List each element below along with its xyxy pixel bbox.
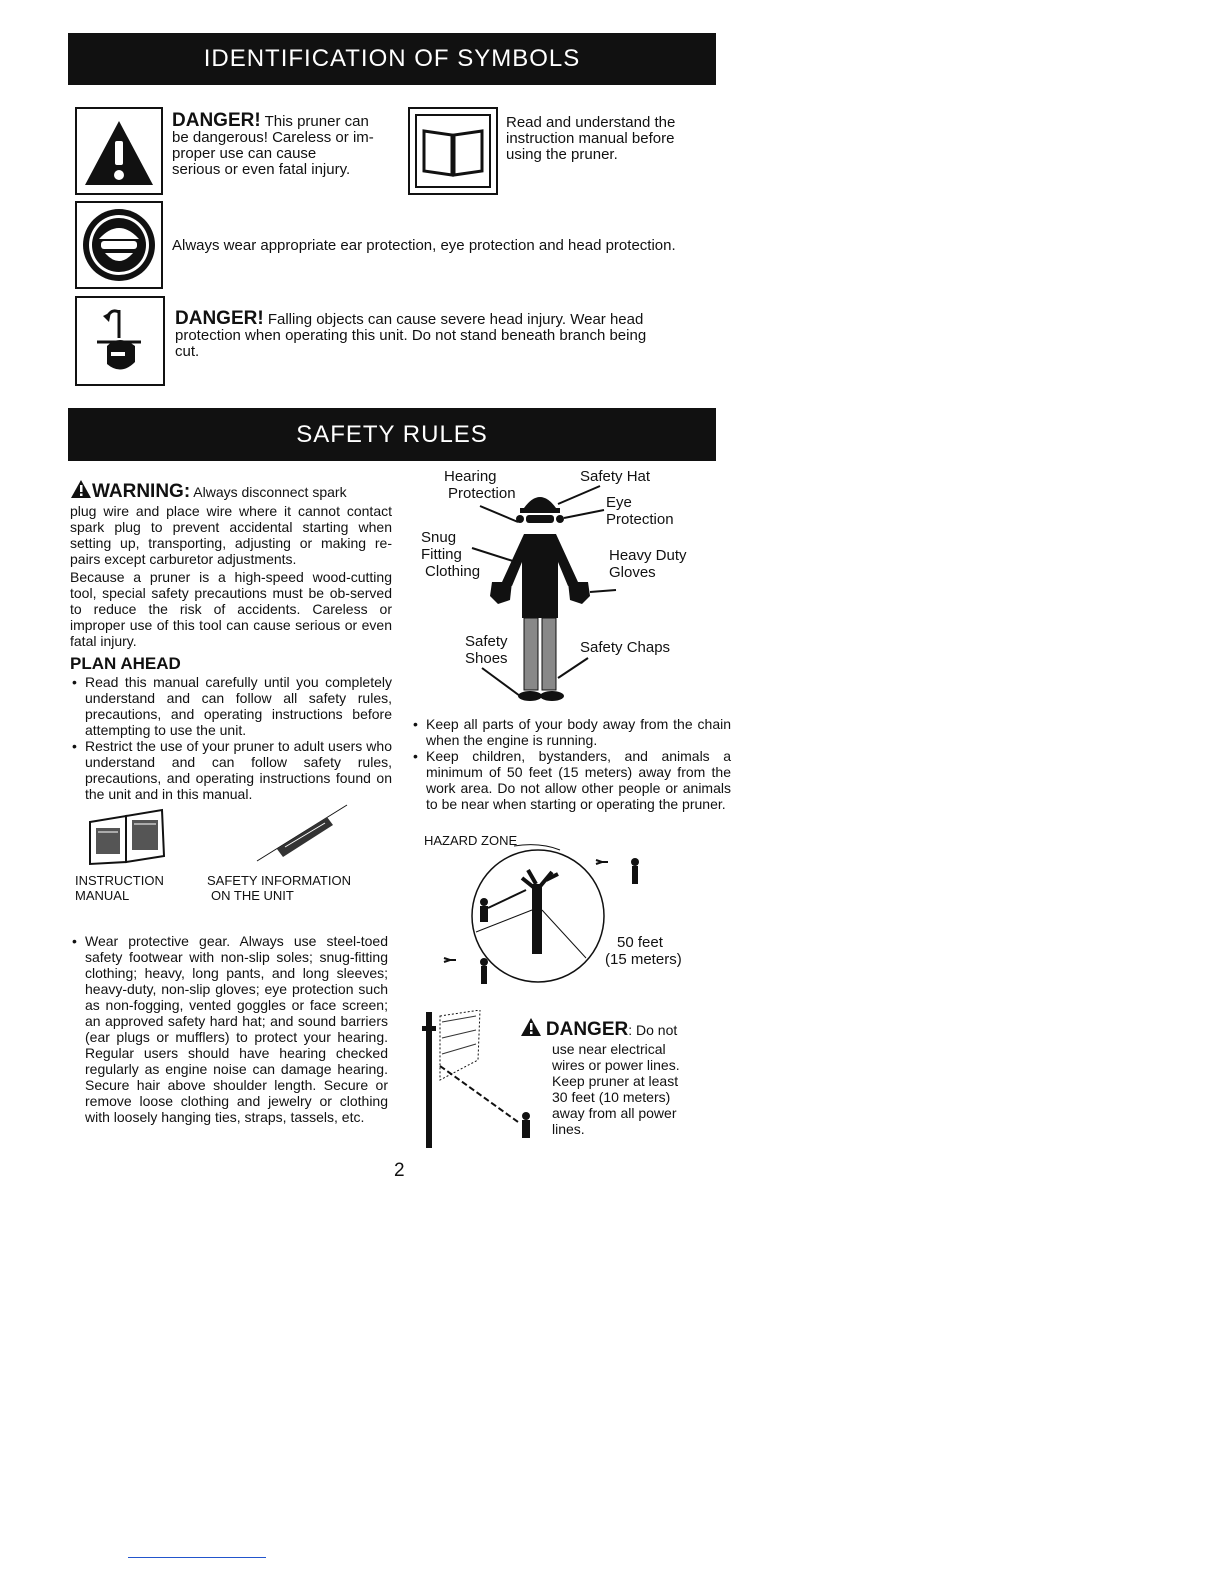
book-icon	[410, 109, 496, 193]
power-danger-line1: use near electrical	[552, 1041, 666, 1057]
power-danger-line4: 30 feet (10 meters)	[552, 1089, 671, 1105]
label-shoes-line2: Shoes	[465, 650, 508, 667]
power-danger-line6: lines.	[552, 1121, 585, 1137]
warning-body: plug wire and place wire where it cannot contact spark plug to prevent accidental starting when setting up, transporting, adjusting or making re-pairs except carburetor adjustments.	[70, 503, 392, 567]
footnote-rule	[128, 1557, 266, 1558]
power-danger-block	[520, 1017, 710, 1137]
label-snug-line2: Fitting	[421, 546, 462, 563]
unit-caption-line1: SAFETY INFORMATION	[207, 873, 351, 888]
right-rule-item: • Keep children, bystanders, and animals a minimum of 50 feet (15 meters) away from the work area. Do not allow other people or animals to be near when starting or operating the pruner.	[411, 748, 731, 812]
label-gloves-line1: Heavy Duty	[609, 547, 687, 564]
right-rules	[411, 716, 731, 812]
safety-label-illustration	[255, 803, 350, 863]
plan-ahead-heading: PLAN AHEAD	[70, 654, 181, 673]
instruction-manual-illustration	[86, 808, 168, 866]
hazard-distance-line1: 50 feet	[617, 934, 663, 951]
identification-title: IDENTIFICATION OF SYMBOLS	[203, 45, 581, 72]
falling-text	[175, 308, 715, 360]
label-heavy-duty-gloves	[609, 547, 687, 581]
label-safety-shoes	[465, 633, 508, 667]
danger-warning-icon	[520, 1017, 542, 1037]
manual-symbol-text	[506, 115, 706, 163]
warning-para2: Because a pruner is a high-speed wood-cutting tool, special safety precautions must be ob-served to reduce the risk of accidents. Careless or improper use of this tool can cause serious or even fatal injury.	[70, 569, 392, 649]
unit-caption-line2: ON THE UNIT	[211, 888, 294, 903]
falling-line3: cut.	[175, 343, 200, 360]
protective-gear-item: • Wear protective gear. Always use steel-toed safety footwear with non-slip soles; snug-fitting clothing; heavy, long pants, and long sleeves; heavy-duty, non-slip gloves; eye protection such as non-fogging, vented goggles or face screen; an approved safety hard hat; and sound barriers (ear plugs or mufflers) to protect your hearing. Regular users should have hearing checked regularly as engine noise can damage hearing. Secure hair above shoulder length. Secure or remove loose clothing and jewelry or clothing with loosely hanging ties, straps, tassels, etc.	[70, 933, 388, 1125]
right-rule-item: • Keep all parts of your body away from the chain when the engine is running.	[411, 716, 731, 748]
danger-line3: proper use can cause	[172, 145, 317, 162]
protective-gear-block	[70, 933, 388, 1125]
falling-line2: protection when operating this unit. Do not stand beneath branch being	[175, 327, 647, 344]
danger-symbol-text	[172, 110, 397, 178]
warning-block	[70, 479, 392, 802]
label-hearing-line2: Protection	[448, 485, 516, 502]
manual-line1: Read and understand the	[506, 114, 676, 131]
plan-ahead-item: • Read this manual carefully until you completely understand and can follow all safety rules, precautions, and operating instructions before attempting to use the unit.	[70, 674, 392, 738]
label-snug-line1: Snug	[421, 529, 457, 546]
label-safety-hat: Safety Hat	[580, 468, 651, 485]
falling-symbol-box	[75, 296, 165, 386]
label-eye-line1: Eye	[606, 494, 632, 511]
danger-line4: serious or even fatal injury.	[172, 161, 351, 178]
label-eye-protection	[606, 494, 674, 528]
danger-symbol-box	[75, 107, 163, 195]
hazard-zone-label: HAZARD ZONE	[424, 833, 518, 848]
danger-heading: DANGER!	[172, 110, 261, 131]
label-snug-fitting	[421, 529, 480, 580]
power-danger-lead: : Do not	[628, 1022, 678, 1038]
manual-symbol-box	[408, 107, 498, 195]
warning-icon	[70, 479, 92, 499]
manual-line2: instruction manual before	[506, 130, 675, 147]
manual-line3: using the pruner.	[506, 146, 618, 163]
power-danger-heading: DANGER	[545, 1019, 629, 1040]
safety-title: SAFETY RULES	[296, 421, 488, 448]
warning-heading: WARNING:	[92, 481, 191, 502]
label-hearing-protection	[444, 468, 516, 502]
power-danger-line3: Keep pruner at least	[552, 1073, 679, 1089]
protection-symbol-box	[75, 201, 163, 289]
identification-banner	[68, 33, 716, 85]
plan-ahead-list	[70, 674, 392, 802]
unit-caption	[207, 873, 351, 903]
falling-heading: DANGER!	[175, 308, 264, 329]
warning-lead: Always disconnect spark	[193, 484, 347, 500]
page-number: 2	[394, 1160, 405, 1181]
plan-ahead-item: • Restrict the use of your pruner to adult users who understand and can follow safety rules, precautions, and operating instructions found on the unit and in this manual.	[70, 738, 392, 802]
label-hearing-line1: Hearing	[444, 468, 497, 485]
falling-object-icon	[77, 298, 163, 384]
protective-gear-icon	[77, 203, 161, 287]
falling-line1: Falling objects can cause severe head injury. Wear head	[267, 311, 644, 328]
danger-line2: be dangerous! Careless or im-	[172, 129, 374, 146]
manual-caption-line2: MANUAL	[75, 888, 130, 903]
hazard-distance-line2: (15 meters)	[605, 951, 682, 968]
safety-banner	[68, 408, 716, 461]
power-danger-line2: wires or power lines.	[552, 1057, 680, 1073]
warning-triangle-icon	[77, 109, 161, 193]
manual-caption-line1: INSTRUCTION	[75, 873, 164, 888]
label-safety-chaps: Safety Chaps	[580, 639, 671, 656]
manual-caption	[75, 873, 164, 903]
label-gloves-line2: Gloves	[609, 564, 656, 581]
power-danger-line5: away from all power	[552, 1105, 677, 1121]
label-eye-line2: Protection	[606, 511, 674, 528]
protection-text: Always wear appropriate ear protection, eye protection and head protection.	[172, 237, 676, 254]
hazard-distance	[605, 934, 682, 968]
label-snug-line3: Clothing	[425, 563, 481, 580]
label-shoes-line1: Safety	[465, 633, 508, 650]
danger-line1: This pruner can	[264, 113, 369, 130]
